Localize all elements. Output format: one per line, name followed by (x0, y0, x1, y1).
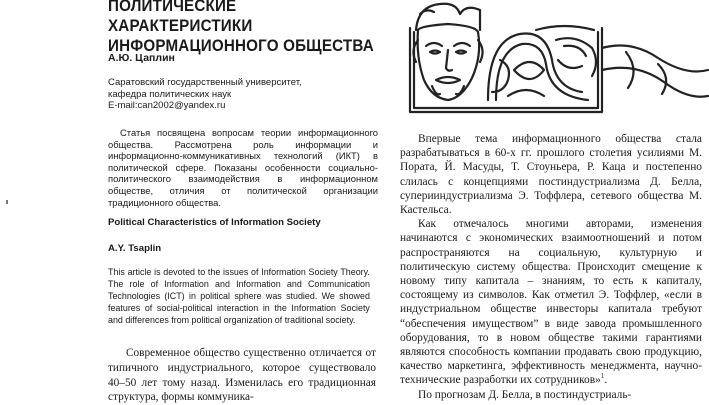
body-paragraph: По прогнозам Д. Белла, в постиндустриаль- (418, 388, 632, 401)
abstract-english: This article is devoted to the issues of Information Society Theory. The role of Information and Information and Communication Technologies (ICT) in political sphere was studied. We showed features of social-political interaction in the Information Society and differences from political organization of traditional society. (108, 267, 370, 325)
article-title: ПОЛИТИЧЕСКИЕ ХАРАКТЕРИСТИКИ ИНФОРМАЦИОННОГО ОБЩЕСТВА (108, 0, 374, 55)
body-paragraph: Впервые тема информационного общества стала разрабатываться в 60-х гг. прошлого столетия усилиями М. Пората, Й. Масуды, Т. Стоуньера, Р. Каца и постепенно слилась с концепциями постиндустриализма Д. Белла, суперииндустриализма Э. Тоффлера, сетевого общества М. Кастельса. (400, 133, 702, 217)
body-text-right-column (400, 132, 702, 402)
body-paragraph-text: Как отмечалось многими авторами, изменения начинаются с экономических взаимоотношений и потом распространяются на социальную, культурную и политическую систему общества. Происходит смещение к новому типу капитала – знаниям, то есть к капиталу, состоящему из символов. Как отметил Э. Тоффлер, «если в индустриальном обществе инвесторы капитала требуют “обеспечения имуществом” в виде завода промышленного оборудования, то в новом обществе такими гарантиями являются способность компании продавать свою продукцию, качество маркетинга, эффективность менеджмента, научно-технические разработки их сотрудников» (400, 218, 702, 387)
article-author-english: A.Y. Tsaplin (108, 243, 162, 254)
abstract-russian: Статья посвящена вопросам теории информационного общества. Рассмотрена роль информации и информационно-коммуникативных технологий (ИКТ) в политической сфере. Показаны особенности социально-политического взаимодействия в информационном обществе, отличия от политической организации традиционного общества. (108, 127, 378, 208)
affiliation-block (108, 77, 368, 112)
scan-artifact (6, 200, 8, 204)
affiliation-university: Саратовский государственный университет, (108, 77, 302, 88)
body-paragraph: Как отмечалось многими авторами, изменения начинаются с экономических взаимоотношений и потом распространяются на социальную, культурную и политическую систему общества. Происходит смещение к новому типу капитала – знаниям, то есть к капиталу, состоящему из символов. Как отметил Э. Тоффлер, «если в индустриальном обществе инвесторы капитала требуют “обеспечения имуществом” в виде завода промышленного оборудования, то в новом обществе такими гарантиями являются способность компании продавать свою продукцию, качество маркетинга, эффективность менеджмента, научно-технические разработки их сотрудников»$^1$. (400, 218, 702, 387)
ornament-illustration (396, 0, 709, 122)
body-text-left-column: Современное общество существенно отличается от типичного индустриального, которое существовало 40–50 лет тому назад. Изменилась его традиционная структура, формы коммуника- (108, 347, 376, 404)
affiliation-email[interactable]: E-mail:can2002@yandex.ru (108, 100, 226, 111)
affiliation-department: кафедра политических наук (108, 88, 232, 100)
article-author: А.Ю. Цаплин (108, 52, 175, 64)
article-title-english: Political Characteristics of Information Society (108, 217, 321, 228)
footnote-reference[interactable]: 1 (600, 372, 605, 381)
